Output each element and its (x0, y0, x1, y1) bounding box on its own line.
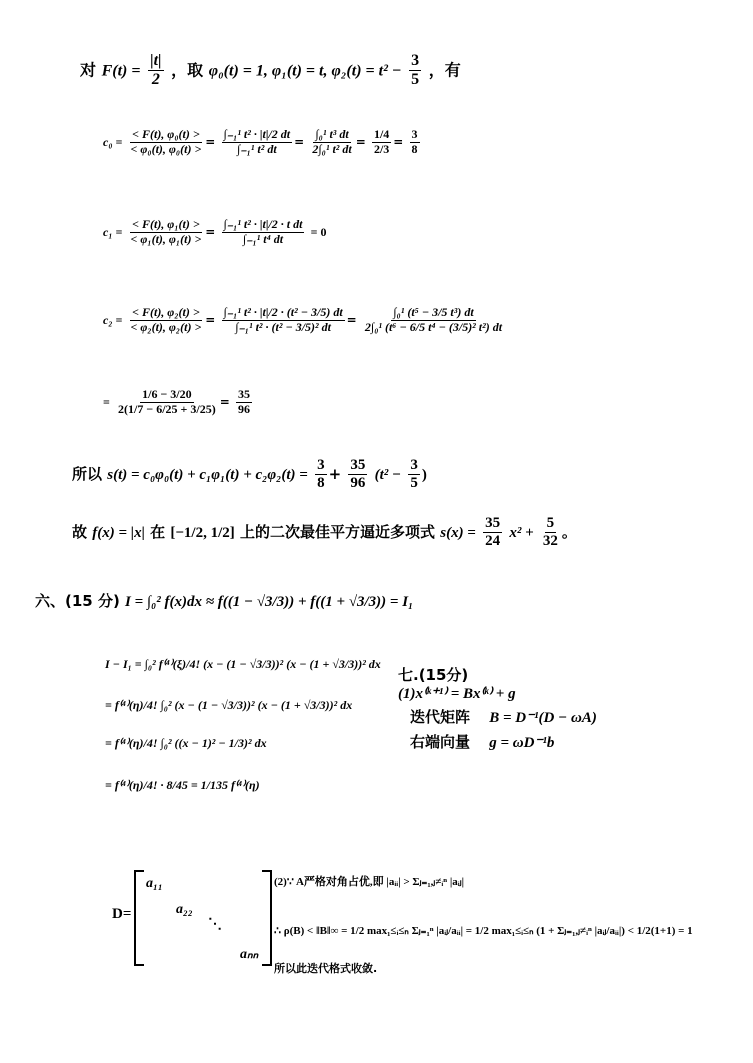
c2-integral-ratio-2: $\frac{\text{∫₀¹ (t⁵ − 3/5 t³) dt}}{\text{2∫₀¹ (t⁶ − 6/5 t⁴ − (3/5)² t²) dt}}$ (364, 305, 503, 334)
problem-setup-line (80, 52, 461, 90)
basis-functions: φ₀(t) = 1, φ₁(t) = t, φ₂(t) = t² − (208, 62, 402, 80)
s-tail-frac: $\frac{3}{5}$ (410, 457, 418, 492)
s-prefix: 所以 (72, 464, 103, 483)
conclusion-text: 上的二次最佳平方逼近多项式 (239, 522, 435, 541)
error-line-3: = f⁽⁴⁾(η)/4! ∫₀² ((x − 1)² − 1/3)² dx (105, 736, 267, 750)
c0-numeric-ratio: $\frac{1/4}{2/3}$ (373, 127, 390, 156)
rhs-vector-line (410, 731, 554, 752)
c2-integral-ratio: $\frac{\text{∫₋₁¹ t² · |t|/2 · (t² − 3/5) dt}}{\text{∫₋₁¹ t² · (t² − 3/5)² dt}}$ (223, 305, 343, 334)
quadrature-formula: I = ∫₀² f(x)dx ≈ f((1 − √3/3)) + f((1 + √3/3)) = I₁ (125, 594, 414, 610)
iteration-matrix-label: 迭代矩阵 (410, 708, 471, 726)
F-fraction: $\frac{|t|}{2}$ (150, 52, 162, 89)
c0-equation: c₀ = $\frac{\text{< F(t), φ₀(t) >}}{\text{< φ₀(t), φ₀(t) >}}$ = $\frac{\text{∫₋₁¹ t² · |t|/2 dt}}{\text{∫₋₁¹ t² dt}}$ = $\frac{\text{∫₀¹ t³ dt}}{\text{2∫₀¹ t² dt}}$ = $\frac{1/4}{2/3}$ = $\frac{3}{8}$ (103, 127, 418, 156)
s-expression: s(t) = c₀φ₀(t) + c₁φ₁(t) + c₂φ₂(t) = (107, 466, 308, 483)
s-tail: (t² − (374, 466, 402, 483)
section-6-heading (35, 590, 413, 611)
s-coef-b: $\frac{35}{96}$ (350, 457, 366, 492)
iteration-matrix-formula: B = D⁻¹(D − ωA) (489, 710, 597, 726)
c1-equation: c₁ = $\frac{\text{< F(t), φ₁(t) >}}{\text{< φ₁(t), φ₁(t) >}}$ = $\frac{\text{∫₋₁¹ t² · |t|/2 · t dt}}{\text{∫₋₁¹ t⁴ dt}}$ = 0 (103, 217, 327, 246)
diag-dominance-line: (2)∵ A严格对角占优,即 |aᵢᵢ| > Σⱼ₌₁,ⱼ≠ᵢⁿ |aᵢⱼ| (274, 876, 465, 888)
c2-equation: c₂ = $\frac{\text{< F(t), φ₂(t) >}}{\text{< φ₂(t), φ₂(t) >}}$ = $\frac{\text{∫₋₁¹ t² · |t|/2 · (t² − 3/5) dt}}{\text{∫₋₁¹ t² · (t² − 3/5)² dt}}$ = $\frac{\text{∫₀¹ (t⁵ − 3/5 t³) dt}}{\text{2∫₀¹ (t⁶ − 6/5 t⁴ − (3/5)² t²) dt}}$ (103, 305, 503, 334)
rhs-vector-label: 右端向量 (410, 733, 471, 751)
conclusion-sx: s(x) = (440, 524, 476, 541)
c0-inner-product: $\frac{\text{< F(t), φ₀(t) >}}{\text{< φ₀(t), φ₀(t) >}}$ (130, 127, 202, 156)
three-fifths-fraction: $\frac{3}{5}$ (411, 52, 420, 89)
s-t-line: 所以 s(t) = c₀φ₀(t) + c₁φ₁(t) + c₂φ₂(t) = $\frac{3}{8}$ + $\frac{35}{96}$ (t² − $\frac{3}{5}$ ) (72, 457, 427, 492)
section-6-label: 六、(15 分) (35, 592, 120, 610)
rhs-vector-formula: g = ωD⁻¹b (489, 735, 555, 751)
conclusion-prefix: 故 (72, 522, 88, 541)
c1-integral-ratio: $\frac{\text{∫₋₁¹ t² · |t|/2 · t dt}}{\text{∫₋₁¹ t⁴ dt}}$ (223, 217, 303, 246)
conclusion-coef-a: $\frac{35}{24}$ (485, 515, 501, 550)
c0-integral-ratio-2: $\frac{\text{∫₀¹ t³ dt}}{\text{2∫₀¹ t² dt}}$ (312, 127, 352, 156)
c2-continued: = $\frac{1/6 - 3/20}{2(1/7 - 6/25 + 3/25)}$ = $\frac{35}{96}$ (103, 387, 250, 416)
conclusion-interval: [−1/2, 1/2] (170, 524, 235, 541)
matrix-a11: a₁₁ (146, 876, 163, 891)
setup-take: ，取 (171, 60, 204, 80)
convergence-line: 所以此迭代格式收敛. (274, 962, 378, 975)
conclusion-fx: f(x) = |x| (92, 524, 145, 541)
diagonal-matrix (134, 870, 272, 966)
c1-inner-product: $\frac{\text{< F(t), φ₁(t) >}}{\text{< φ₁(t), φ₁(t) >}}$ (130, 217, 202, 246)
iteration-matrix-line (410, 706, 597, 727)
c2-inner-product: $\frac{\text{< F(t), φ₂(t) >}}{\text{< φ₂(t), φ₂(t) >}}$ (130, 305, 202, 334)
matrix-label: D= (112, 906, 132, 922)
conclusion-line: 故 f(x) = |x| 在 [−1/2, 1/2] 上的二次最佳平方逼近多项式 s(x) = $\frac{35}{24}$ x² + $\frac{5}{32}$ 。 (72, 515, 577, 550)
conclusion-coef-b: $\frac{5}{32}$ (542, 515, 558, 550)
section-7-label: 七.(15分) (398, 666, 469, 684)
c1-lhs: c₁ = (103, 224, 123, 239)
c0-lhs: c₀ = (103, 134, 123, 149)
setup-suffix: ，有 (428, 60, 461, 80)
spectral-radius-line: ∴ ρ(B) < ‖B‖∞ = 1/2 max₁≤ᵢ≤ₙ Σⱼ₌₁ⁿ |aᵢⱼ/aᵢᵢ| = 1/2 max₁≤ᵢ≤ₙ (1 + Σⱼ₌₁,ⱼ≠ᵢⁿ |aᵢⱼ/aᵢᵢ|) < 1/2(1+1) = 1 (274, 925, 693, 937)
setup-prefix: 对 (80, 60, 97, 80)
c2-result: $\frac{35}{96}$ (237, 387, 250, 416)
c1-result: = 0 (310, 224, 327, 239)
c0-result: $\frac{3}{8}$ (411, 127, 418, 156)
matrix-a22: a₂₂ (176, 902, 193, 917)
s-coef-a: $\frac{3}{8}$ (317, 457, 325, 492)
c2-lhs: c₂ = (103, 312, 123, 327)
matrix-dots: ⋱ (208, 917, 222, 932)
error-line-1: I − I₁ = ∫₀² f⁽⁴⁾(ξ)/4! (x − (1 − √3/3))² (x − (1 + √3/3))² dx (105, 657, 381, 671)
error-line-2: = f⁽⁴⁾(η)/4! ∫₀² (x − (1 − √3/3))² (x − (1 + √3/3))² dx (105, 698, 353, 712)
error-line-4: = f⁽⁴⁾(η)/4! · 8/45 = 1/135 f⁽⁴⁾(η) (105, 778, 260, 792)
matrix-ann: aₙₙ (240, 947, 259, 962)
c0-integral-ratio: $\frac{\text{∫₋₁¹ t² · |t|/2 dt}}{\text{∫₋₁¹ t² dt}}$ (223, 127, 291, 156)
c2-numeric-ratio: $\frac{1/6 - 3/20}{2(1/7 - 6/25 + 3/25)}$ (118, 387, 216, 416)
iteration-formula: (1)x⁽ᵏ⁺¹⁾ = Bx⁽ᵏ⁾ + g (398, 686, 516, 702)
F-definition: F(t) = (101, 62, 141, 80)
